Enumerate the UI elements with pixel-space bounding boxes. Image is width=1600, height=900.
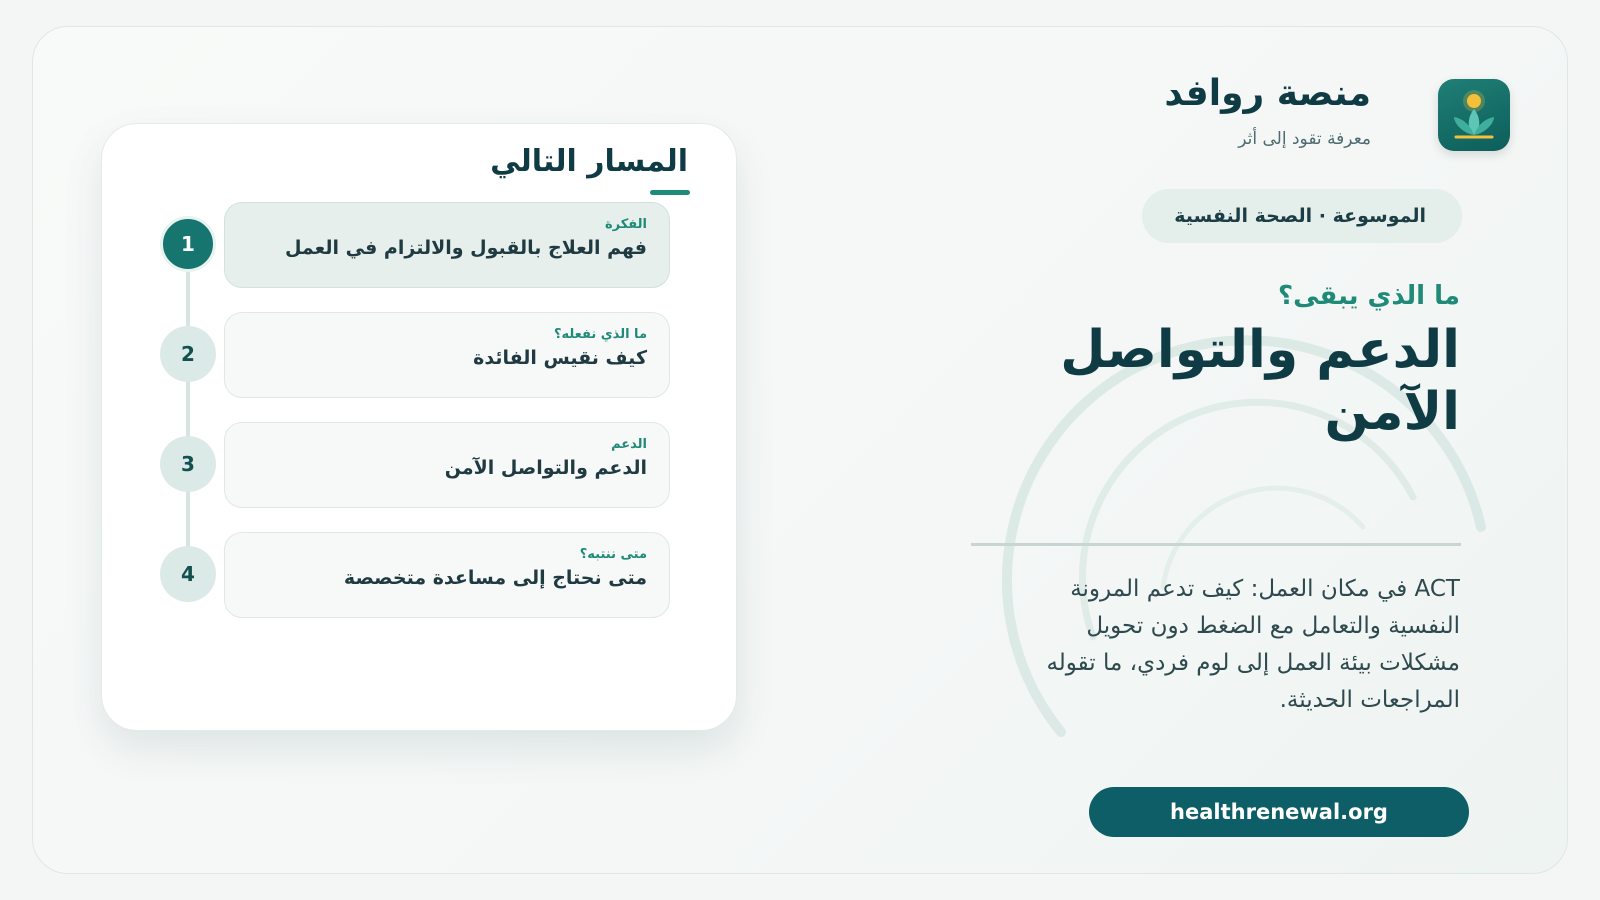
step-title: كيف نقيس الفائدة <box>473 347 647 369</box>
path-title: المسار التالي <box>490 144 688 179</box>
step-title: متى نحتاج إلى مساعدة متخصصة <box>343 567 647 589</box>
step-number-1: 1 <box>160 216 216 272</box>
step-label: الفكرة <box>604 217 647 232</box>
breadcrumb[interactable]: الموسوعة · الصحة النفسية <box>1142 189 1462 243</box>
lotus-sun-icon <box>1438 79 1510 151</box>
step-title: الدعم والتواصل الآمن <box>444 457 647 479</box>
slide-frame <box>32 26 1568 874</box>
step-number-4: 4 <box>160 546 216 602</box>
article-description: ACT في مكان العمل: كيف تدعم المرونة النفسية والتعامل مع الضغط دون تحويل مشكلات بيئة العمل إلى لوم فردي، ما تقوله المراجعات الحديثة. <box>1046 576 1460 713</box>
step-card-3[interactable] <box>224 422 670 508</box>
next-path-card <box>101 123 737 731</box>
step-card-4[interactable] <box>224 532 670 618</box>
step-label: ما الذي نفعله؟ <box>553 327 647 342</box>
path-title-underline <box>650 190 690 195</box>
step-card-2[interactable] <box>224 312 670 398</box>
article-kicker: ما الذي يبقى؟ <box>1278 281 1460 311</box>
site-link-button[interactable]: healthrenewal.org <box>1089 787 1469 837</box>
article-title: الدعم والتواصل الآمن <box>1060 320 1460 442</box>
step-number-3: 3 <box>160 436 216 492</box>
step-card-1[interactable] <box>224 202 670 288</box>
step-number-2: 2 <box>160 326 216 382</box>
step-label: الدعم <box>611 437 647 452</box>
divider <box>971 543 1461 546</box>
brand-name: منصة روافد <box>1164 73 1371 114</box>
step-label: متى ننتبه؟ <box>579 547 647 562</box>
brand-tagline: معرفة تقود إلى أثر <box>1238 129 1371 149</box>
step-title: فهم العلاج بالقبول والالتزام في العمل <box>284 237 647 259</box>
